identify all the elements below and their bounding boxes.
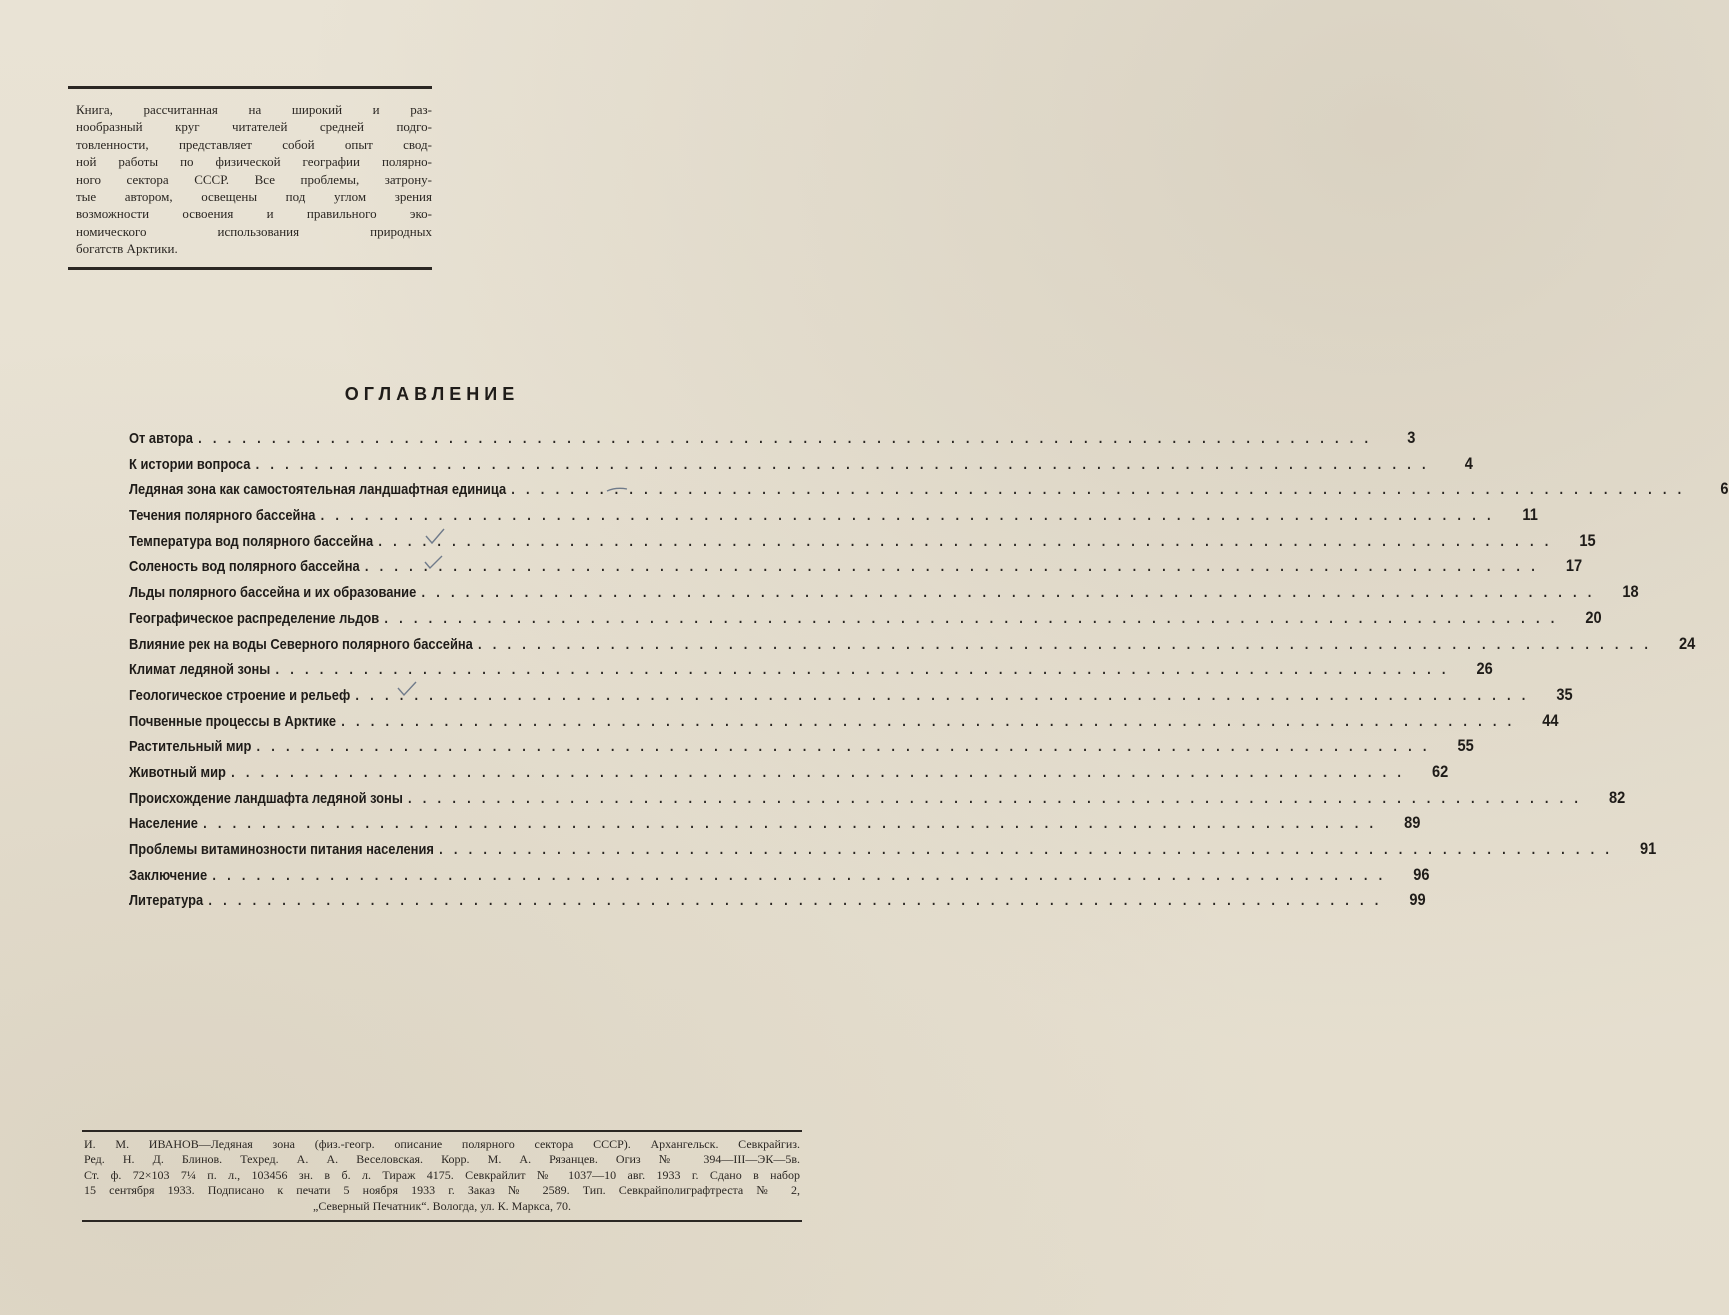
- toc-entry-title: Происхождение ландшафта ледяной зоны: [129, 789, 403, 807]
- toc-entry-page: 91: [1640, 839, 1657, 858]
- annotation-line: богатств Арктики.: [76, 241, 178, 257]
- toc-entry: [129, 839, 1657, 865]
- annotation-line: тые автором, освещены под углом зрения: [76, 189, 432, 205]
- toc-entry-page: 3: [1407, 428, 1416, 447]
- bleed-through-decoration: [560, 70, 573, 108]
- toc-entry-page: 89: [1404, 813, 1421, 833]
- colophon-line: Ред. Н. Д. Блинов. Техред. А. А. Веселовская. Корр. М. А. Рязанцев. Огиз № 394—III—ЭК—5в.: [84, 1152, 800, 1167]
- toc-entry: [129, 890, 1426, 916]
- toc-entry: [129, 582, 1639, 608]
- toc-entry-page: 99: [1409, 890, 1426, 910]
- colophon-line: „Северный Печатник“. Вологда, ул. К. Маркса, 70.: [313, 1198, 571, 1213]
- toc-entry-page: 11: [1522, 505, 1538, 525]
- annotation-line: ного сектора СССР. Все проблемы, затрону-: [76, 171, 432, 187]
- toc-entry: [129, 453, 1473, 480]
- toc-entry: [129, 684, 1573, 711]
- toc-entry: [129, 710, 1559, 737]
- toc-entry-title: Течения полярного бассейна: [129, 507, 316, 525]
- toc-leader-dots: ................................................................................: [275, 661, 1457, 679]
- toc-entry-title: Проблемы витаминозности питания населения: [129, 841, 434, 858]
- annotation-bottom-rule: [68, 267, 432, 270]
- annotation-line: товленности, представляет собой опыт свод-: [76, 136, 432, 152]
- toc-entry-title: Льды полярного бассейна и их образование: [129, 584, 417, 602]
- toc-entry-page: 44: [1542, 710, 1559, 730]
- toc-entry: [129, 530, 1596, 557]
- toc-entry-page: 26: [1476, 659, 1493, 679]
- annotation-line: нообразный круг читателей средней подго-: [76, 119, 432, 135]
- toc-leader-dots: ................................................................................: [408, 789, 1590, 807]
- annotation-line: Книга, рассчитанная на широкий и раз-: [76, 102, 432, 117]
- toc-entry-title: Геологическое строение и рельеф: [129, 686, 351, 704]
- toc-leader-dots: ................................................................................: [421, 584, 1603, 602]
- toc-entry-page: 96: [1413, 864, 1430, 884]
- toc-leader-dots: ................................................................................: [384, 609, 1566, 627]
- toc-entry-page: 15: [1579, 530, 1596, 550]
- toc-leader-dots: ................................................................................: [378, 532, 1560, 550]
- colophon-bottom-rule: [82, 1220, 802, 1222]
- toc-entry: [129, 761, 1449, 788]
- toc-leader-dots: ................................................................................: [478, 635, 1660, 653]
- toc-entry-title: Температура вод полярного бассейна: [129, 532, 374, 550]
- toc-entry: [129, 633, 1696, 660]
- toc-entry: [129, 556, 1583, 582]
- toc-entry-page: 35: [1556, 684, 1573, 704]
- toc-entry-title: Растительный мир: [129, 738, 252, 756]
- toc-leader-dots: ................................................................................: [320, 507, 1502, 525]
- toc-entry: [129, 813, 1421, 839]
- toc-entry-title: Соленость вод полярного бассейна: [129, 558, 360, 576]
- toc-entry-title: Климат ледяной зоны: [129, 661, 271, 679]
- toc-entry-title: Заключение: [129, 866, 208, 884]
- annotation-line: возможности освоения и правильного эко-: [76, 206, 432, 222]
- toc-entry-page: 20: [1585, 607, 1602, 627]
- toc-entry-page: 17: [1565, 556, 1583, 576]
- toc-leader-dots: ................................................................................: [212, 866, 1394, 884]
- bleed-through-title-decoration: [90, 300, 120, 391]
- toc-entry-title: От автора: [129, 430, 193, 447]
- toc-entry-page: 6: [1720, 479, 1729, 499]
- toc-leader-dots: ................................................................................: [208, 892, 1390, 910]
- toc-entry-title: Влияние рек на воды Северного полярного бассейна: [129, 635, 473, 653]
- toc-entry-page: 55: [1457, 736, 1474, 756]
- toc-entry-page: 82: [1609, 787, 1626, 807]
- toc-entry-page: 4: [1464, 453, 1473, 473]
- toc-leader-dots: ................................................................................: [364, 558, 1546, 576]
- toc-leader-dots: ................................................................................: [255, 455, 1437, 473]
- toc-entry: [129, 607, 1602, 634]
- toc-entry-title: Почвенные процессы в Арктике: [129, 712, 337, 730]
- book-annotation: [68, 86, 432, 270]
- toc-entry-title: Население: [129, 815, 198, 833]
- toc-entry: [129, 428, 1416, 454]
- table-of-contents: [129, 428, 1729, 916]
- colophon-line: Ст. ф. 72×103 7¼ п. л., 103456 зн. в б. л. Тираж 4175. Севкрайлит № 1037—10 авг. 1933 г. Сдано в набор: [84, 1167, 800, 1182]
- toc-heading: ОГЛАВЛЕНИЕ: [344, 384, 520, 404]
- toc-entry-title: Литература: [129, 892, 204, 910]
- toc-entry-title: Ледяная зона как самостоятельная ландшафтная единица: [129, 481, 507, 499]
- toc-leader-dots: ................................................................................: [511, 481, 1693, 499]
- toc-entry-page: 18: [1622, 582, 1639, 602]
- toc-leader-dots: ................................................................................: [341, 712, 1523, 730]
- toc-leader-dots: ................................................................................: [231, 763, 1413, 781]
- toc-entry-title: Животный мир: [129, 763, 226, 781]
- toc-leader-dots: ................................................................................: [203, 815, 1385, 833]
- annotation-text: [68, 89, 432, 267]
- toc-entry: [129, 736, 1474, 762]
- annotation-line: ной работы по физической географии полярно-: [76, 154, 432, 170]
- toc-entry: [129, 505, 1538, 531]
- toc-entry: [129, 659, 1493, 685]
- colophon-line: 15 сентября 1933. Подписано к печати 5 ноября 1933 г. Заказ № 2589. Тип. Севкрайполиграфтреста № 2,: [84, 1183, 800, 1198]
- annotation-line: номического использования природных: [76, 223, 432, 239]
- toc-entry-page: 24: [1678, 633, 1696, 653]
- toc-entry-title: Географическое распределение льдов: [129, 609, 380, 627]
- toc-entry: [129, 479, 1729, 505]
- toc-leader-dots: ................................................................................: [256, 738, 1438, 756]
- toc-entry-page: 62: [1432, 761, 1449, 781]
- colophon: [82, 1130, 802, 1222]
- toc-leader-dots: ................................................................................: [355, 686, 1537, 704]
- toc-leader-dots: ................................................................................: [198, 430, 1380, 447]
- toc-entry: [129, 864, 1430, 891]
- toc-entry: [129, 787, 1626, 814]
- toc-leader-dots: ................................................................................: [439, 841, 1621, 858]
- colophon-line: И. М. ИВАНОВ—Ледяная зона (физ.-геогр. описание полярного сектора СССР). Архангельск. Севкрайгиз.: [84, 1137, 800, 1151]
- colophon-text: [82, 1132, 802, 1220]
- toc-entry-title: К истории вопроса: [129, 455, 251, 473]
